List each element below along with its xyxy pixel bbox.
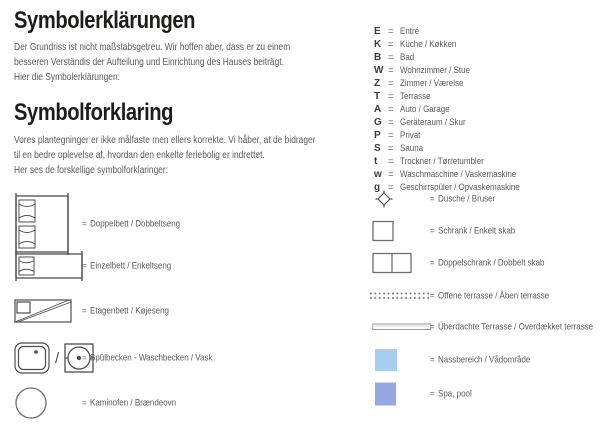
spa-pool-swatch bbox=[375, 383, 396, 406]
bunk-bed-icon bbox=[14, 299, 72, 323]
abbr-key: P bbox=[374, 130, 381, 141]
equals-sign: = bbox=[430, 193, 435, 205]
abbr-label: Terrasse bbox=[400, 91, 431, 102]
single-bed-icon bbox=[14, 251, 84, 281]
abbr-row-terrasse bbox=[374, 90, 543, 103]
equals-sign: = bbox=[82, 218, 87, 230]
equals-sign: = bbox=[388, 104, 394, 115]
covered-terrace-icon bbox=[372, 323, 432, 331]
legend-row-single-cabinet bbox=[372, 216, 600, 246]
legend-label-text: Spülbecken - Waschbecken / Vask bbox=[90, 352, 213, 364]
danish-intro-line3: Her ses de forskellige symbolforklaringer: bbox=[14, 165, 169, 176]
wood-stove-icon bbox=[14, 386, 48, 420]
abbr-label: Entré bbox=[400, 26, 420, 37]
open-terrace-icon bbox=[370, 292, 430, 301]
abbr-label: Privat bbox=[400, 130, 421, 141]
abbr-key: E bbox=[374, 26, 381, 37]
legend-row-single-bed bbox=[14, 251, 370, 281]
abbr-key: t bbox=[374, 156, 378, 167]
legend-label-text: Offene terrasse / Åben terrasse bbox=[438, 290, 550, 302]
double-bed-icon bbox=[14, 193, 70, 255]
legend-label bbox=[82, 219, 180, 230]
equals-sign: = bbox=[430, 257, 435, 269]
legend-label bbox=[430, 194, 495, 205]
legend-label-text: Einzelbett / Enkeltseng bbox=[90, 260, 172, 272]
legend-row-sink bbox=[14, 342, 370, 374]
abbr-label: Küche / Køkken bbox=[400, 39, 457, 50]
abbr-label: Trockner / Tørretumbler bbox=[400, 156, 484, 167]
abbr-key: K bbox=[374, 39, 382, 50]
abbr-label: Waschmaschine / Vaskemaskine bbox=[400, 169, 517, 180]
legend-row-bunk-bed bbox=[14, 299, 370, 323]
equals-sign: = bbox=[388, 26, 394, 37]
equals-sign: = bbox=[388, 143, 394, 154]
double-cabinet-icon bbox=[372, 253, 412, 274]
slash-separator: / bbox=[55, 349, 60, 367]
legend-row-double-bed bbox=[14, 193, 370, 255]
german-intro-line3: Hier die Symbolerklärungen: bbox=[14, 72, 120, 83]
legend-row-shower bbox=[372, 184, 600, 214]
equals-sign: = bbox=[82, 260, 87, 272]
abbr-row-entre bbox=[374, 25, 543, 38]
legend-row-open-terrace bbox=[372, 281, 600, 311]
legend-row-wood-stove bbox=[14, 386, 370, 420]
legend-label bbox=[430, 291, 549, 302]
single-cabinet-icon bbox=[372, 221, 394, 242]
legend-label bbox=[430, 389, 472, 400]
danish-intro bbox=[14, 133, 315, 178]
equals-sign: = bbox=[82, 352, 87, 364]
legend-label bbox=[82, 261, 171, 272]
abbr-label: Zimmer / Værelse bbox=[400, 78, 464, 89]
legend-label-text: Doppelbett / Dobbeltseng bbox=[90, 218, 181, 230]
abbr-label: Sauna bbox=[400, 143, 424, 154]
abbr-row-wohnzimmer bbox=[374, 64, 543, 77]
equals-sign: = bbox=[388, 39, 394, 50]
equals-sign: = bbox=[388, 156, 394, 167]
equals-sign: = bbox=[430, 388, 435, 400]
legend-row-spa-pool bbox=[372, 379, 600, 409]
equals-sign: = bbox=[388, 169, 394, 180]
abbr-row-waschmaschine bbox=[374, 168, 543, 181]
abbr-key: G bbox=[374, 117, 382, 128]
abbr-row-trockner bbox=[374, 155, 543, 168]
danish-title: Symbolforklaring bbox=[14, 99, 174, 126]
abbr-key: T bbox=[374, 91, 381, 102]
legend-row-covered-terrace bbox=[372, 312, 600, 342]
abbr-key: A bbox=[374, 104, 382, 115]
danish-intro-line1: Vores plantegninger er ikke målfaste men ellers korrekte. Vi håber, at de bidrager bbox=[14, 135, 316, 146]
danish-intro-line2: til en bedre oplevelse af, hvordan den enkelte feriebolig er indrettet. bbox=[14, 150, 265, 161]
legend-label-text: Doppelschrank / Dobbelt skab bbox=[438, 257, 545, 269]
abbr-row-bad bbox=[374, 51, 543, 64]
abbr-row-auto bbox=[374, 103, 543, 116]
german-title: Symbolerklärungen bbox=[14, 7, 196, 34]
legend-label bbox=[430, 226, 515, 237]
equals-sign: = bbox=[388, 52, 394, 63]
abbr-label: Geschirrspüler / Opvaskemaskine bbox=[400, 182, 520, 193]
legend-label bbox=[82, 306, 169, 317]
abbr-label: Wohnzimmer / Stue bbox=[400, 65, 470, 76]
abbr-key: g bbox=[374, 182, 381, 193]
abbr-key: W bbox=[374, 65, 384, 76]
legend-label bbox=[430, 355, 530, 366]
legend-label-text: Nassbereich / Vådområde bbox=[438, 354, 531, 366]
equals-sign: = bbox=[82, 305, 87, 317]
equals-sign: = bbox=[388, 130, 394, 141]
equals-sign: = bbox=[430, 225, 435, 237]
german-intro bbox=[14, 40, 290, 85]
legend-label-text: Dusche / Bruser bbox=[438, 193, 496, 205]
legend-label bbox=[430, 322, 593, 333]
abbr-key: w bbox=[374, 169, 382, 180]
abbr-row-sauna bbox=[374, 142, 543, 155]
legend-label-text: Schrank / Enkelt skab bbox=[438, 225, 516, 237]
legend-label-text: Überdachte Terrasse / Overdækket terrasse bbox=[438, 321, 594, 333]
legend-label bbox=[430, 258, 545, 269]
equals-sign: = bbox=[388, 65, 394, 76]
german-intro-line2: besseren Verständis der Aufteilung und Einrichtung des Hauses beiträgt. bbox=[14, 57, 284, 68]
abbreviation-list bbox=[374, 25, 543, 194]
legend-label-text: Etagenbett / Køjeseng bbox=[90, 305, 170, 317]
german-intro-line1: Der Grundriss ist nicht maßstabsgetreu. Wir hoffen aber, dass er zu einem bbox=[14, 42, 291, 53]
equals-sign: = bbox=[430, 354, 435, 366]
abbr-row-geraeteraum bbox=[374, 116, 543, 129]
equals-sign: = bbox=[430, 321, 435, 333]
legend-label-text: Spa, pool bbox=[438, 388, 472, 400]
equals-sign: = bbox=[388, 117, 394, 128]
abbr-label: Auto / Garage bbox=[400, 104, 450, 115]
legend-label bbox=[82, 398, 176, 409]
equals-sign: = bbox=[388, 91, 394, 102]
abbr-key: S bbox=[374, 143, 381, 154]
abbr-label: Geräteraum / Skur bbox=[400, 117, 466, 128]
abbr-row-zimmer bbox=[374, 77, 543, 90]
shower-icon bbox=[375, 190, 393, 208]
wet-area-swatch bbox=[375, 349, 397, 371]
equals-sign: = bbox=[388, 78, 394, 89]
legend-label bbox=[82, 353, 212, 364]
legend-row-wet-area bbox=[372, 345, 600, 375]
kitchen-sink-icon bbox=[14, 342, 50, 374]
abbr-key: B bbox=[374, 52, 382, 63]
abbr-label: Bad bbox=[400, 52, 415, 63]
abbr-key: Z bbox=[374, 78, 381, 89]
equals-sign: = bbox=[430, 290, 435, 302]
equals-sign: = bbox=[388, 182, 394, 193]
legend-label-text: Kaminofen / Brændeovn bbox=[90, 397, 177, 409]
legend-row-double-cabinet bbox=[372, 248, 600, 278]
equals-sign: = bbox=[82, 397, 87, 409]
abbr-row-kueche bbox=[374, 38, 543, 51]
abbr-row-privat bbox=[374, 129, 543, 142]
